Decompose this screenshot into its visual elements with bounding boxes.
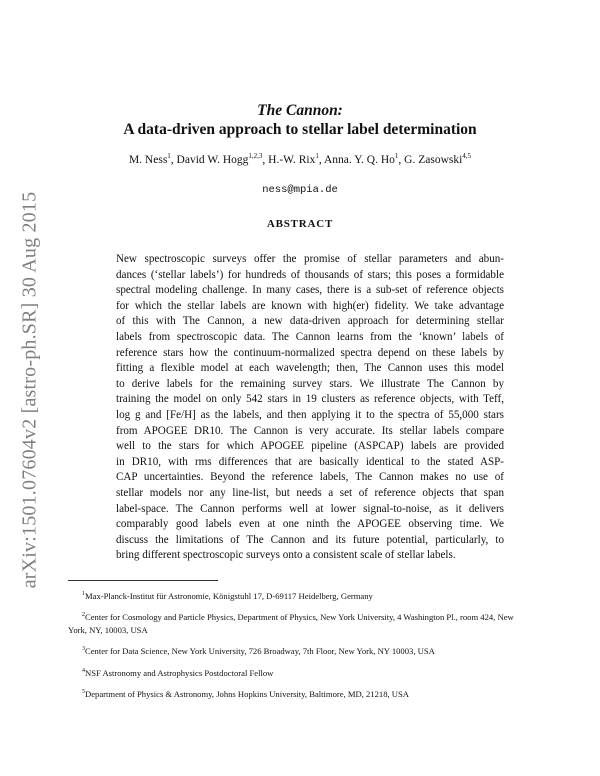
abstract-line: reference stars how the continuum-normalized spectra depend on these labels by: [116, 346, 504, 359]
title-line-1: The Cannon:: [257, 102, 343, 119]
arxiv-identifier-stamp: arXiv:1501.07604v2 [astro-ph.SR] 30 Aug 2015: [18, 191, 41, 589]
abstract-line: labels from spectroscopic data. The Cannon learns from the ‘known’ labels of: [116, 330, 504, 343]
abstract-text: [116, 252, 504, 564]
author: H.-W. Rix$^1$: [268, 152, 319, 166]
abstract-line: from APOGEE DR10. The Cannon is very accurate. Its stellar labels compare: [116, 424, 504, 437]
abstract-line: spectral modeling challenge. In many cases, there is a sub-set of reference objects: [116, 284, 504, 297]
abstract-line: stellar models nor any line-list, but needs a set of reference objects that span: [116, 486, 504, 499]
abstract-line: New spectroscopic surveys offer the promise of stellar parameters and abun-: [116, 253, 504, 265]
abstract-line: comparably good labels even at one ninth the APOGEE observing time. We: [116, 518, 504, 531]
title-line-2: A data-driven approach to stellar label determination: [123, 121, 477, 138]
author: G. Zasowski$^{4,5}$: [404, 152, 472, 166]
abstract-line: for which the stellar labels are known with high(er) fidelity. We take advantage: [116, 299, 504, 312]
footnotes: [68, 588, 534, 707]
paper-title: [0, 101, 600, 139]
contact-email[interactable]: ness@mpia.de: [262, 184, 338, 196]
footnote-divider: [68, 580, 218, 581]
author: Anna. Y. Q. Ho$^1$: [323, 152, 399, 166]
author-list: M. Ness$^1$, David W. Hogg$^{1,2,3}$, H.-W. Rix$^1$, Anna. Y. Q. Ho$^1$, G. Zasowski$^{4,5}$: [128, 152, 472, 166]
footnote: $^3$Center for Data Science, New York University, 726 Broadway, 7th Floor, New York, NY 10003, USA: [82, 646, 435, 657]
abstract-line: discuss the limitations of The Cannon and its future potential, particularly, to: [116, 533, 504, 546]
abstract-line: well to the stars for which APOGEE pipeline (ASPCAP) labels are provided: [116, 440, 504, 453]
abstract-line: of this with The Cannon, a new data-driven approach for determining stellar: [116, 315, 504, 328]
abstract-line: label-space. The Cannon performs well at lower signal-to-noise, as it delivers: [116, 502, 504, 515]
abstract-line: log g and [Fe/H] as the labels, and then applying it to the spectra of 55,000 stars: [116, 408, 504, 421]
abstract-heading: ABSTRACT: [266, 218, 334, 230]
footnote: $^2$Center for Cosmology and Particle Physics, Department of Physics, New York University, 4 Washington Pl., room 424, New York, NY, 10003, USA: [68, 612, 514, 635]
abstract-line: CAP uncertainties. Beyond the reference labels, The Cannon makes no use of: [116, 471, 504, 484]
abstract-line: bring different spectroscopic surveys onto a consistent scale of stellar labels.: [116, 549, 456, 562]
author: M. Ness$^1$: [128, 152, 171, 166]
footnote: $^1$Max-Planck-Institut für Astronomie, Königstuhl 17, D-69117 Heidelberg, Germany: [82, 590, 373, 601]
abstract-line: to derive labels for the remaining survey stars. We illustrate The Cannon by: [116, 377, 504, 390]
abstract-line: fitting a flexible model at each wavelength; then, The Cannon uses this model: [116, 362, 504, 375]
abstract-line: training the model on only 542 stars in 19 clusters as reference objects, with Teff,: [116, 393, 504, 406]
footnote: $^4$NSF Astronomy and Astrophysics Postdoctoral Fellow: [82, 667, 274, 678]
abstract-line: in DR10, with rms differences that are basically identical to the stated ASP-: [116, 455, 504, 468]
footnote: $^5$Department of Physics & Astronomy, Johns Hopkins University, Baltimore, MD, 21218, USA: [82, 688, 410, 699]
author: David W. Hogg$^{1,2,3}$: [176, 152, 263, 166]
abstract-line: dances (‘stellar labels’) for hundreds of thousands of stars; this poses a formidable: [116, 268, 504, 281]
